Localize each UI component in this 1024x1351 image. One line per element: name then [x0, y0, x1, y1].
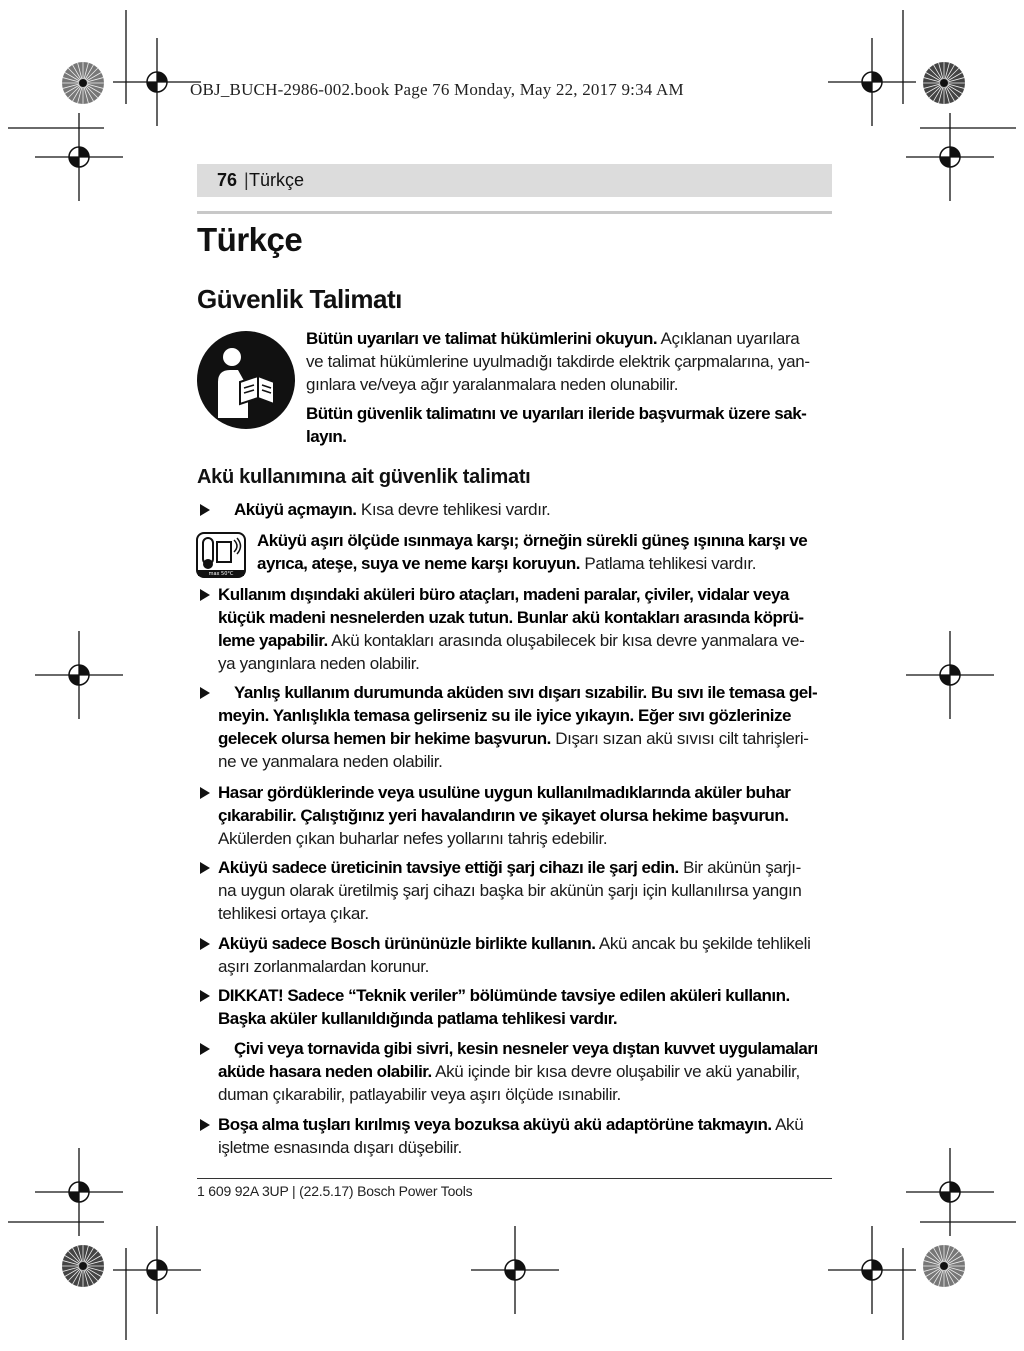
battery-safety-heading: Akü kullanımına ait güvenlik talimatı [197, 466, 531, 488]
item-bold: Aküyü sadece üreticinin tavsiye ettiği şarj cihazı ile şarj edin. [218, 858, 679, 877]
header-separator: | [244, 170, 249, 190]
item-bold: aküde hasara neden olabilir. [218, 1062, 432, 1081]
item-bold: Aküyü açmayın. [234, 500, 357, 519]
registration-mark-icon [872, 72, 882, 82]
bullet-arrow-icon [200, 787, 210, 799]
registration-mark-icon [79, 665, 89, 675]
read-manual-icon [196, 330, 296, 430]
bullet-arrow-icon [200, 687, 210, 699]
registration-mark-icon [147, 1270, 157, 1280]
item-text: Akü ancak bu şekilde tehlikeli [598, 934, 811, 953]
registration-mark-icon [79, 147, 89, 157]
item-text: aşırı zorlanmalardan korunur. [218, 957, 429, 976]
registration-mark-icon [862, 1270, 872, 1280]
bullet-arrow-icon [200, 862, 210, 874]
registration-mark-icon [872, 1260, 882, 1270]
icon-caption: max 50°C [208, 571, 234, 577]
item-bold: ayrıca, ateşe, suya ve neme karşı koruyun. [257, 554, 580, 573]
registration-mark-icon [862, 82, 872, 92]
starburst-center [79, 1262, 87, 1270]
bullet-arrow-icon [200, 938, 210, 950]
item-text: Patlama tehlikesi vardır. [584, 554, 757, 573]
read-instructions-paragraph [306, 327, 836, 396]
item-text: işletme esnasında dışarı düşebilir. [218, 1138, 462, 1157]
bullet-arrow-icon [200, 504, 210, 516]
list-item [218, 1037, 838, 1106]
text-line: gınlara ve/veya ağır yaralanmalara neden olunabilir. [306, 375, 679, 394]
list-item [218, 932, 838, 978]
registration-mark-icon [69, 675, 79, 685]
item-bold: gelecek olursa hemen bir hekime başvurun. [218, 729, 551, 748]
item-text: Akülerden çıkan buharlar nefes yollarını tahriş edebilir. [218, 829, 608, 848]
registration-mark-icon [940, 1192, 950, 1202]
item-bold: Hasar gördüklerinde veya usulüne uygun kullanılmadıklarında aküler buhar [218, 783, 791, 802]
item-text: Bir akünün şarjı- [683, 858, 801, 877]
registration-mark-icon [69, 1192, 79, 1202]
safety-heading: Güvenlik Talimatı [197, 284, 402, 314]
list-item [218, 781, 838, 850]
footer-rule [197, 1178, 832, 1179]
list-item [218, 984, 838, 1030]
item-bold: Aküyü aşırı ölçüde ısınmaya karşı; örneğin sürekli güneş ışınına karşı ve [257, 531, 808, 550]
item-bold: meyin. Yanlışlıkla temasa gelirseniz su ile iyice yıkayın. Eğer sıvı gözlerinize [218, 706, 791, 725]
page-title: Türkçe [197, 221, 303, 258]
battery-heat-warning-icon [196, 532, 246, 578]
registration-mark-icon [950, 147, 960, 157]
registration-mark-icon [157, 72, 167, 82]
item-text: tehlikesi ortaya çıkar. [218, 904, 369, 923]
list-item [218, 1113, 838, 1159]
text-line: ve talimat hükümlerine uyulmadığı takdirde elektrik çarpmalarına, yan- [306, 352, 810, 371]
list-item [218, 583, 838, 675]
keep-instructions-paragraph [306, 402, 836, 448]
item-bold: çıkarabilir. Çalıştığınız yeri havalandırın ve şikayet olursa hekime başvurun. [218, 806, 789, 825]
item-bold: Boşa alma tuşları kırılmış veya bozuksa aküyü akü adaptörüne takmayın. [218, 1115, 772, 1134]
bullet-arrow-icon [200, 1043, 210, 1055]
item-bold: Aküyü sadece Bosch ürününüzle birlikte kullanın. [218, 934, 596, 953]
registration-mark-icon [69, 157, 79, 167]
item-text: Akü [775, 1115, 804, 1134]
item-bold: küçük madeni nesnelerden uzak tutun. Bunlar akü kontakları arasında köprü- [218, 608, 804, 627]
text-line: layın. [306, 427, 347, 446]
list-item [218, 856, 838, 925]
starburst-center [79, 79, 87, 87]
read-instructions-bold: Bütün uyarıları ve talimat hükümlerini okuyun. [306, 329, 658, 348]
item-bold: Çivi veya tornavida gibi sivri, kesin nesneler veya dıştan kuvvet uygulamaları [234, 1039, 818, 1058]
page-header-bar [197, 164, 832, 197]
print-slug: OBJ_BUCH-2986-002.book Page 76 Monday, May 22, 2017 9:34 AM [190, 80, 684, 99]
item-text: ne ve yanmalara neden olabilir. [218, 752, 443, 771]
item-text: Dışarı sızan akü sıvısı cilt tahrişleri- [555, 729, 809, 748]
registration-mark-icon [505, 1270, 515, 1280]
registration-mark-icon [950, 665, 960, 675]
text-line: Bütün güvenlik talimatını ve uyarıları ileride başvurmak üzere sak- [306, 404, 807, 423]
starburst-center [940, 79, 948, 87]
item-bold: Kullanım dışındaki aküleri büro ataçları, madeni paralar, çiviler, vidalar veya [218, 585, 789, 604]
item-bold: Yanlış kullanım durumunda aküden sıvı dışarı sızabilir. Bu sıvı ile temasa gel- [234, 683, 818, 702]
list-item [234, 498, 834, 521]
registration-mark-icon [950, 1182, 960, 1192]
bullet-arrow-icon [200, 1119, 210, 1131]
item-bold: DIKKAT! Sadece “Teknik veriler” bölümünde tavsiye edilen aküleri kullanın. [218, 986, 790, 1005]
item-bold: Başka aküler kullanıldığında patlama tehlikesi vardır. [218, 1009, 618, 1028]
item-text: ya yangınlara neden olabilir. [218, 654, 420, 673]
list-item [218, 681, 858, 773]
item-bold: leme yapabilir. [218, 631, 328, 650]
list-item [257, 529, 847, 575]
item-text: Kısa devre tehlikesi vardır. [360, 500, 551, 519]
registration-mark-icon [147, 82, 157, 92]
item-text: duman çıkarabilir, patlayabilir veya aşırı ölçüde ısınabilir. [218, 1085, 621, 1104]
page-number: 76 [217, 170, 238, 190]
item-text: na uygun olarak üretilmiş şarj cihazı başka bir akünün şarjı için kullanılırsa yangın [218, 881, 802, 900]
registration-mark-icon [79, 1182, 89, 1192]
bullet-arrow-icon [200, 589, 210, 601]
bullet-arrow-icon [200, 990, 210, 1002]
header-rule [197, 211, 832, 214]
registration-mark-icon [515, 1260, 525, 1270]
item-text: Akü kontakları arasında oluşabilecek bir kısa devre yanmalara ve- [331, 631, 805, 650]
registration-mark-icon [157, 1260, 167, 1270]
registration-mark-icon [940, 157, 950, 167]
header-section: Türkçe [249, 170, 305, 190]
starburst-center [940, 1262, 948, 1270]
registration-mark-icon [940, 675, 950, 685]
item-text: Akü içinde bir kısa devre oluşabilir ve akü yanabilir, [435, 1062, 800, 1081]
page-footer: 1 609 92A 3UP | (22.5.17) Bosch Power Tools [197, 1183, 473, 1199]
text-line: Açıklanan uyarılara [660, 329, 800, 348]
